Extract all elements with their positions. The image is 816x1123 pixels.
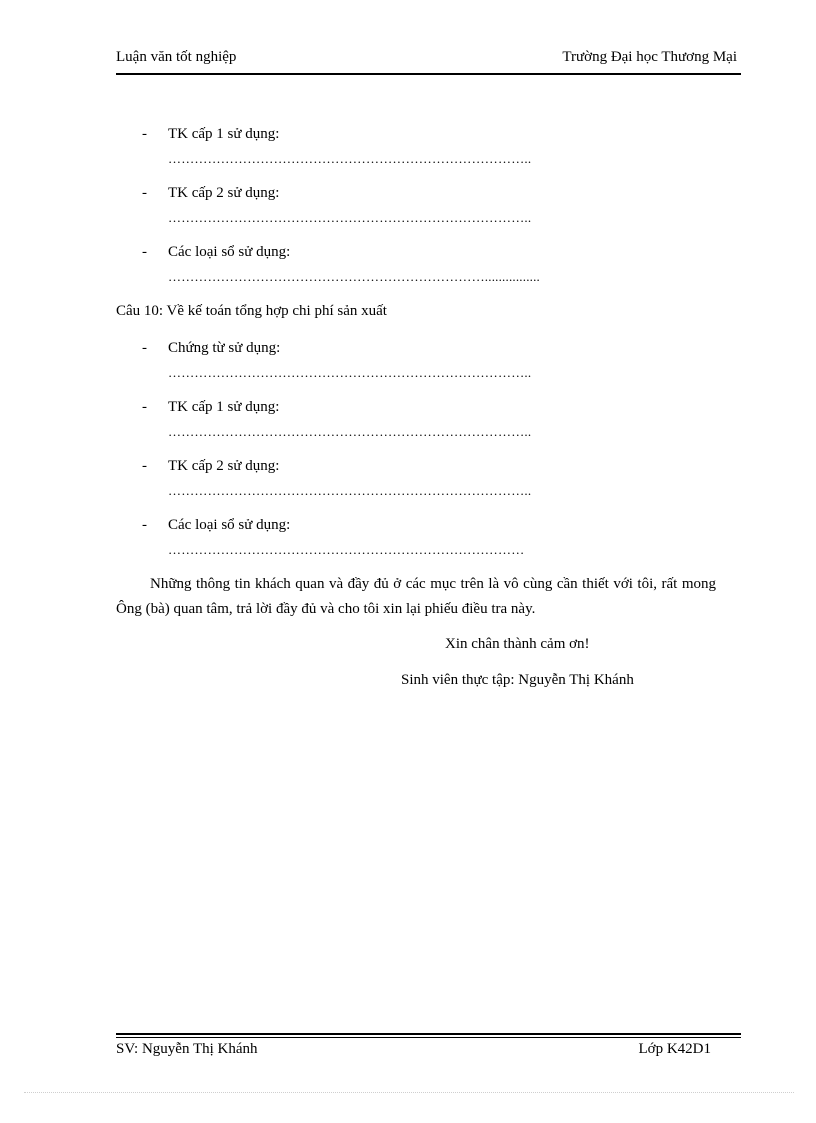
bullet-dash: - [142, 517, 147, 533]
fill-in-dots: ……………………………………………………………………… [168, 542, 525, 557]
fill-in-dots: ……………………………………………………………………….. [168, 365, 532, 380]
item-label: Chứng từ sử dụng: [168, 340, 281, 356]
header-university-name: Trường Đại học Thương Mại [562, 49, 737, 65]
bullet-dash: - [142, 340, 147, 356]
fill-in-dots: ……………………………………………………………………….. [168, 151, 532, 166]
thanks-line: Xin chân thành cảm ơn! [445, 636, 590, 652]
page-header [116, 49, 741, 75]
footer-class-code: Lớp K42D1 [638, 1041, 711, 1057]
fill-in-dots: ……………………………………………………………………….. [168, 483, 532, 498]
item-label: TK cấp 1 sử dụng: [168, 399, 280, 415]
item-label: TK cấp 1 sử dụng: [168, 126, 280, 142]
item-label: TK cấp 2 sử dụng: [168, 458, 280, 474]
bullet-dash: - [142, 399, 147, 415]
bullet-dash: - [142, 185, 147, 201]
footer-rule-thin [116, 1037, 741, 1038]
item-label: TK cấp 2 sử dụng: [168, 185, 280, 201]
question-10-heading: Câu 10: Về kế toán tổng hợp chi phí sản xuất [116, 303, 387, 319]
bullet-dash: - [142, 244, 147, 260]
header-thesis-title: Luận văn tốt nghiệp [116, 49, 237, 65]
signature-line: Sinh viên thực tập: Nguyễn Thị Khánh [401, 672, 634, 688]
bullet-dash: - [142, 458, 147, 474]
item-label: Các loại sổ sử dụng: [168, 244, 291, 260]
closing-paragraph-text: Những thông tin khách quan và đầy đủ ở các mục trên là vô cùng cần thiết với tôi, rất mong Ông (bà) quan tâm, trả lời đầy đủ và cho tôi xin lại phiếu điều tra này. [116, 576, 716, 617]
item-label: Các loại sổ sử dụng: [168, 517, 291, 533]
fill-in-dots: ……………………………………………………………………….. [168, 424, 532, 439]
fill-in-dots: ………………………………………………………………................ [168, 269, 540, 284]
footer-rule-thick [116, 1033, 741, 1035]
footer-student-name: SV: Nguyễn Thị Khánh [116, 1041, 258, 1057]
fill-in-dots: ……………………………………………………………………….. [168, 210, 532, 225]
bullet-dash: - [142, 126, 147, 142]
closing-paragraph [116, 572, 716, 622]
page-bottom-edge [24, 1092, 794, 1093]
